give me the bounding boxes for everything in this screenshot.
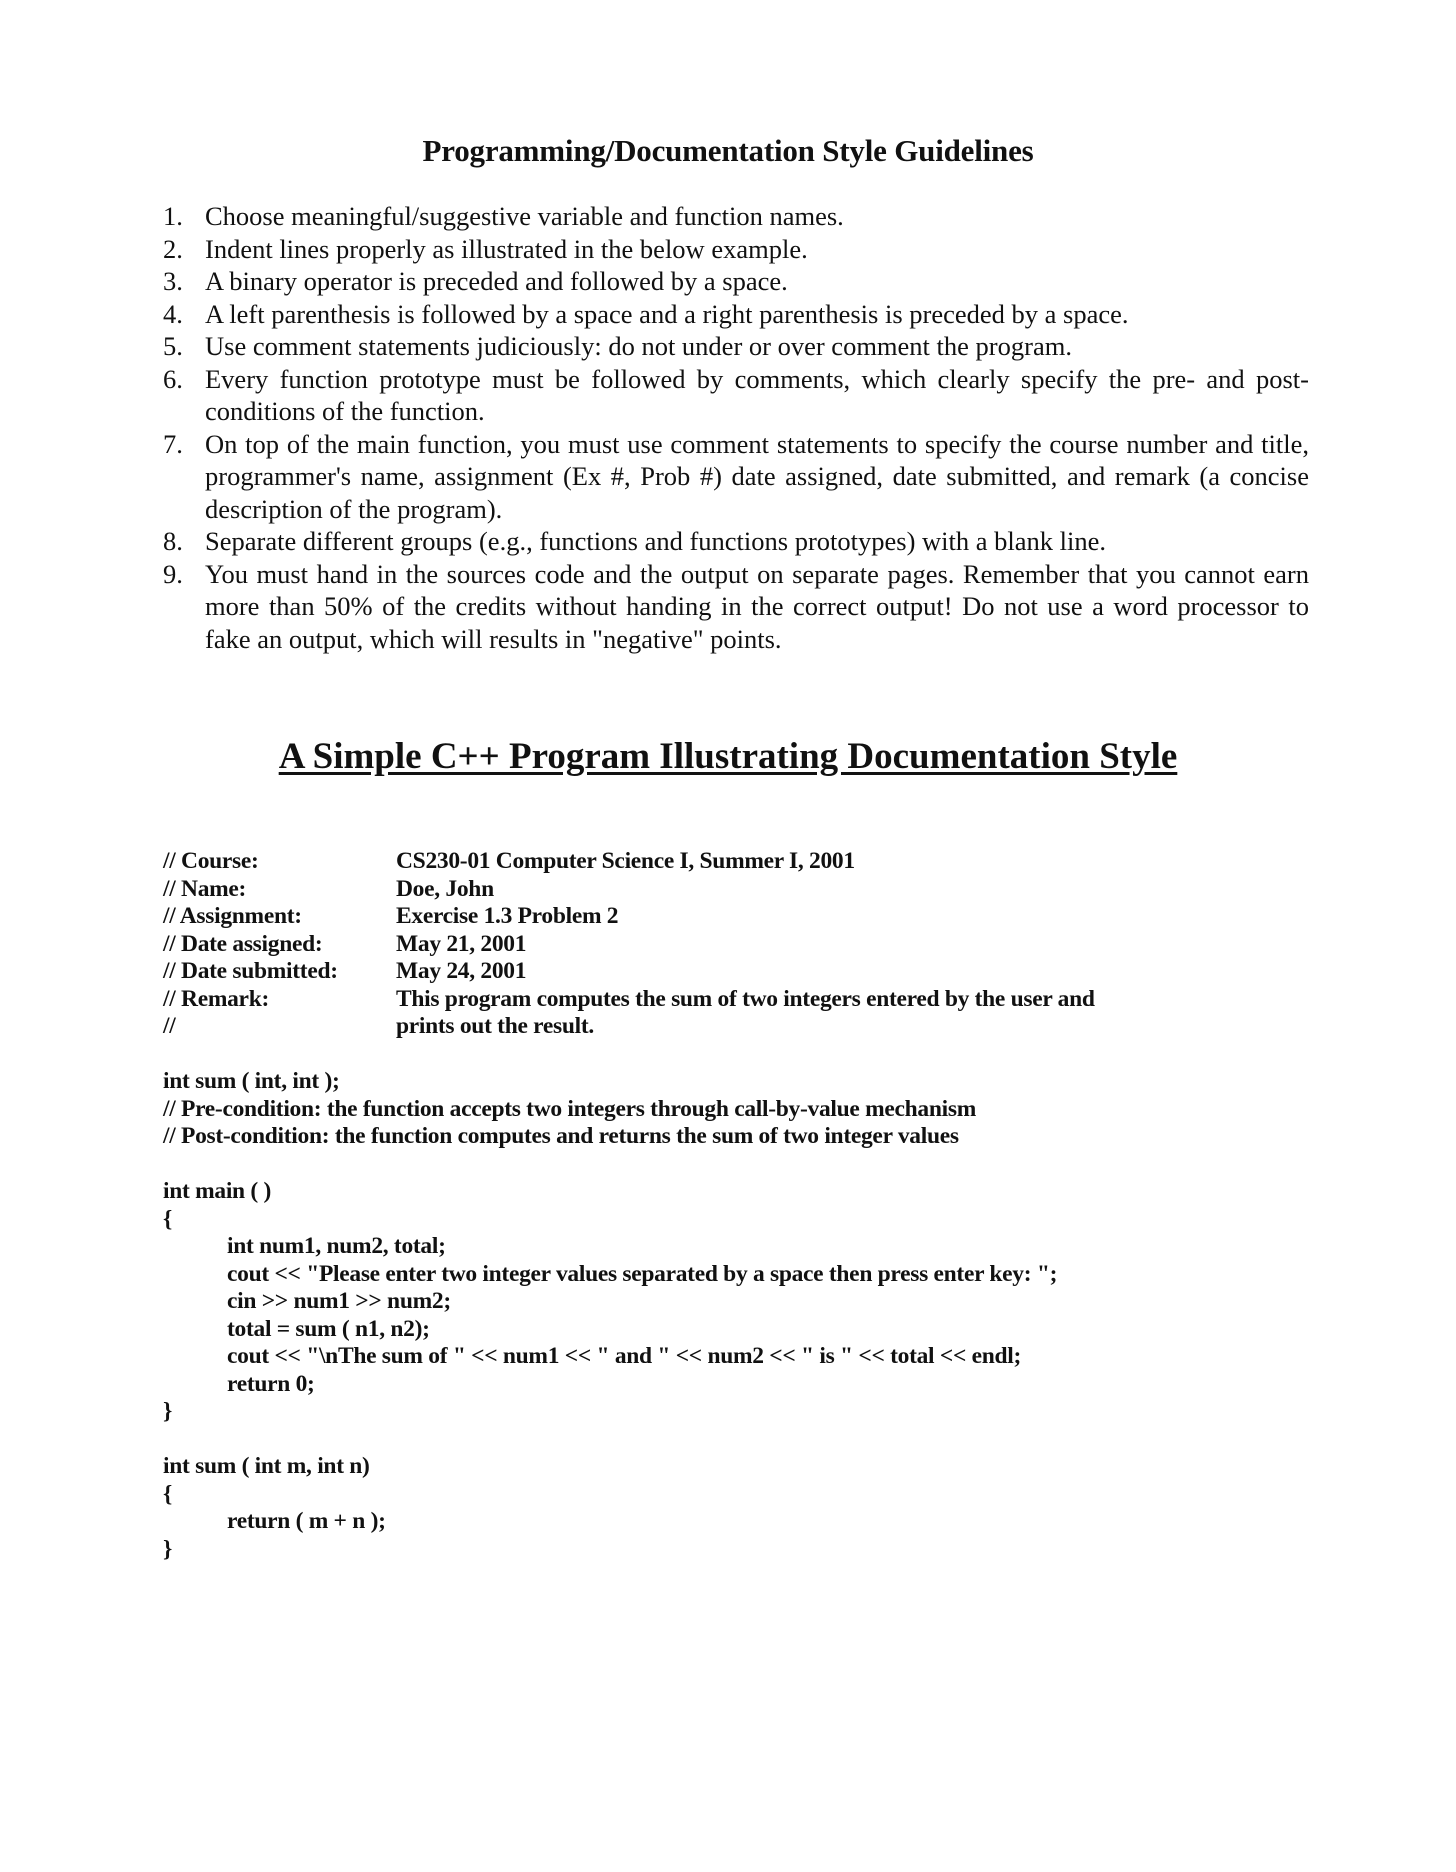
header-label: // Course: <box>163 848 259 874</box>
guideline-item <box>163 558 1309 656</box>
main-function-block <box>163 1178 1313 1426</box>
guideline-text: You must hand in the sources code and the output on separate pages. Remember that you cannot earn more than 50% of the credits without handing in the correct output! Do not use a word processor to fake an output, which will results in "negative" points. <box>205 558 1309 654</box>
header-row <box>163 1013 1313 1041</box>
code-line: int num1, num2, total; <box>227 1233 446 1259</box>
guideline-text: Indent lines properly as illustrated in the below example. <box>205 233 808 264</box>
guideline-text: A binary operator is preceded and followed by a space. <box>205 266 788 296</box>
guidelines-list <box>163 200 1309 655</box>
code-line: { <box>163 1480 172 1507</box>
code-line: cout << "\nThe sum of " << num1 << " and " << num2 << " is " << total << endl; <box>227 1343 1022 1369</box>
code-line: // Pre-condition: the function accepts two integers through call-by-value mechanism <box>163 1095 976 1122</box>
blank-line <box>163 1426 1313 1454</box>
guideline-number: 4. <box>163 298 183 329</box>
guideline-item <box>163 363 1309 428</box>
header-row <box>163 958 1313 986</box>
guideline-text: Use comment statements judiciously: do not under or over comment the program. <box>205 331 1072 361</box>
guideline-text: Choose meaningful/suggestive variable and function names. <box>205 201 844 231</box>
code-line: total = sum ( n1, n2); <box>227 1315 430 1342</box>
header-value: prints out the result. <box>396 1013 594 1039</box>
guideline-text: A left parenthesis is followed by a space and a right parenthesis is preceded by a space. <box>205 298 1129 329</box>
header-value: This program computes the sum of two integers entered by the user and <box>396 985 1095 1012</box>
guideline-number: 9. <box>163 558 183 589</box>
blank-line <box>163 1151 1313 1179</box>
code-line: int sum ( int, int ); <box>163 1068 340 1094</box>
header-label: // Name: <box>163 875 247 902</box>
header-row <box>163 903 1313 931</box>
guideline-number: 8. <box>163 526 183 556</box>
guideline-text: On top of the main function, you must use comment statements to specify the course number and title, programmer's name, assignment (Ex #, Prob #) date assigned, date submitted, and remark (a concise description of the program). <box>205 428 1309 524</box>
example-title: A Simple C++ Program Illustrating Documentation Style <box>278 736 1178 777</box>
header-value: May 24, 2001 <box>396 958 527 984</box>
guideline-number: 6. <box>163 363 183 394</box>
guideline-text: Every function prototype must be followed by comments, which clearly specify the pre- and post-conditions of the function. <box>205 363 1309 426</box>
guideline-item <box>163 200 1309 233</box>
guideline-item <box>163 428 1309 526</box>
guidelines-title: Programming/Documentation Style Guidelines <box>422 133 1034 168</box>
header-label: // Remark: <box>163 985 269 1012</box>
code-line: cin >> num1 >> num2; <box>227 1288 451 1314</box>
guideline-item <box>163 233 1309 266</box>
guideline-text: Separate different groups (e.g., functions and functions prototypes) with a blank line. <box>205 526 1107 556</box>
header-label: // <box>163 1013 176 1039</box>
header-row <box>163 876 1313 904</box>
header-value: CS230-01 Computer Science I, Summer I, 2001 <box>396 848 855 874</box>
guideline-number: 5. <box>163 331 183 361</box>
guideline-number: 1. <box>163 201 183 231</box>
prototype-block <box>163 1068 1313 1151</box>
code-line: // Post-condition: the function computes and returns the sum of two integer values <box>163 1123 959 1149</box>
header-value: May 21, 2001 <box>396 930 527 957</box>
guideline-item <box>163 525 1309 558</box>
guideline-item <box>163 298 1309 331</box>
code-listing <box>163 848 1313 1563</box>
code-line: int main ( ) <box>163 1178 272 1204</box>
guideline-item <box>163 265 1309 298</box>
header-row <box>163 931 1313 959</box>
code-line: cout << "Please enter two integer values separated by a space then press enter key: "; <box>227 1260 1058 1287</box>
header-row <box>163 848 1313 876</box>
code-line: } <box>163 1535 172 1562</box>
header-label: // Date assigned: <box>163 930 323 957</box>
header-value: Doe, John <box>396 875 494 902</box>
header-comment-block <box>163 848 1313 1041</box>
guideline-number: 2. <box>163 233 183 264</box>
code-line: } <box>163 1398 172 1424</box>
code-line: return 0; <box>227 1370 315 1397</box>
guideline-number: 7. <box>163 428 183 459</box>
guideline-item <box>163 330 1309 363</box>
blank-line <box>163 1041 1313 1069</box>
header-row <box>163 986 1313 1014</box>
code-line: { <box>163 1205 172 1232</box>
sum-function-block <box>163 1453 1313 1563</box>
code-line: int sum ( int m, int n) <box>163 1453 370 1479</box>
header-label: // Date submitted: <box>163 958 338 984</box>
header-value: Exercise 1.3 Problem 2 <box>396 903 619 929</box>
guideline-number: 3. <box>163 266 183 296</box>
header-label: // Assignment: <box>163 903 302 929</box>
code-line: return ( m + n ); <box>227 1508 386 1534</box>
